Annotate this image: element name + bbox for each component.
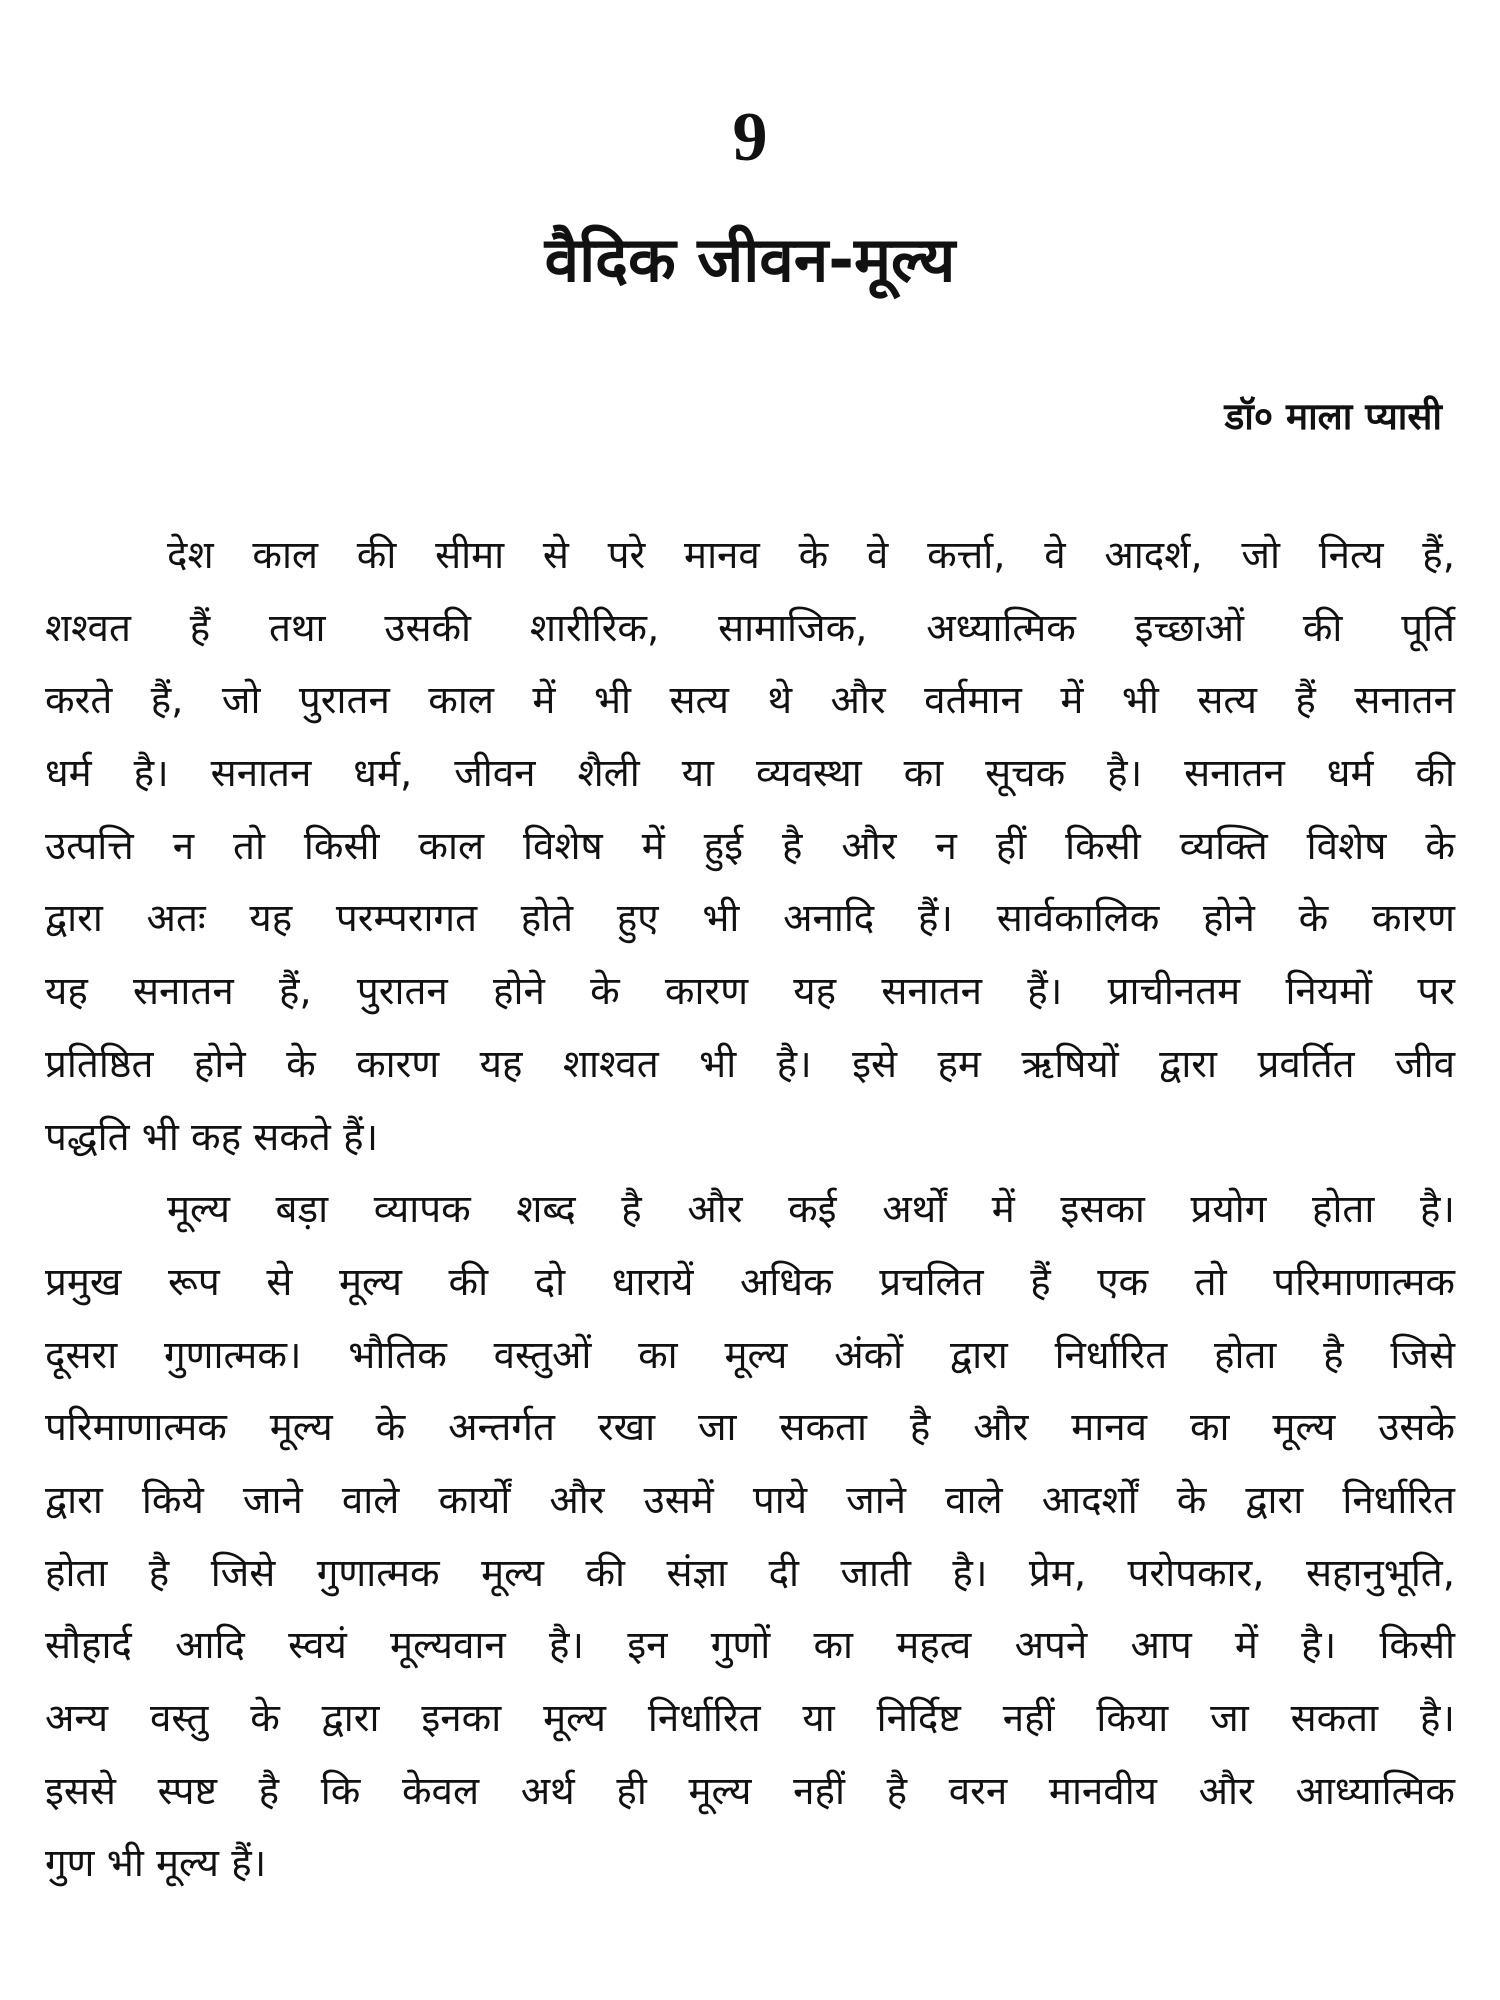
text-line: दूसरा गुणात्मक। भौतिक वस्तुओं का मूल्य अंकों द्वारा निर्धारित होता है जिसे xyxy=(45,1332,1455,1378)
text-line: उत्पत्ति न तो किसी काल विशेष में हुई है और न हीं किसी व्यक्ति विशेष के xyxy=(45,823,1455,869)
text-line: मूल्य बड़ा व्यापक शब्द है और कई अर्थों में इसका प्रयोग होता है। xyxy=(167,1187,1455,1233)
text-line: इससे स्पष्ट है कि केवल अर्थ ही मूल्य नहीं है वरन मानवीय और आध्यात्मिक xyxy=(45,1768,1455,1814)
text-line: होता है जिसे गुणात्मक मूल्य की संज्ञा दी जाती है। प्रेम, परोपकार, सहानुभूति, xyxy=(45,1550,1455,1596)
text-line: शश्वत हैं तथा उसकी शारीरिक, सामाजिक, अध्यात्मिक इच्छाओं की पूर्ति xyxy=(45,605,1455,651)
text-line: द्वारा अतः यह परम्परागत होते हुए भी अनादि हैं। सार्वकालिक होने के कारण xyxy=(45,896,1455,942)
text-line: प्रमुख रूप से मूल्य की दो धारायें अधिक प्रचलित हैं एक तो परिमाणात्मक xyxy=(45,1259,1455,1305)
chapter-number: 9 xyxy=(732,99,768,176)
text-line: गुण भी मूल्य हैं। xyxy=(45,1841,267,1887)
text-line: द्वारा किये जाने वाले कार्यों और उसमें पाये जाने वाले आदर्शों के द्वारा निर्धारित xyxy=(45,1477,1455,1523)
text-line: सौहार्द आदि स्वयं मूल्यवान है। इन गुणों का महत्व अपने आप में है। किसी xyxy=(45,1623,1455,1669)
paragraph-1 xyxy=(45,520,1455,1174)
body-text xyxy=(45,520,1455,1901)
chapter-title: वैदिक जीवन-मूल्य xyxy=(544,223,956,296)
text-line: पद्धति भी कह सकते हैं। xyxy=(45,1114,379,1160)
paragraph-2 xyxy=(45,1174,1455,1901)
text-line: करते हैं, जो पुरातन काल में भी सत्य थे और वर्तमान में भी सत्य हैं सनातन xyxy=(45,678,1455,724)
text-line: अन्य वस्तु के द्वारा इनका मूल्य निर्धारित या निर्दिष्ट नहीं किया जा सकता है। xyxy=(45,1696,1455,1741)
author-name: डॉ० माला प्यासी xyxy=(1224,395,1442,438)
text-line: यह सनातन हैं, पुरातन होने के कारण यह सनातन हैं। प्राचीनतम नियमों पर xyxy=(45,969,1455,1015)
text-line: प्रतिष्ठित होने के कारण यह शाश्वत भी है। इसे हम ऋषियों द्वारा प्रवर्तित जीव xyxy=(45,1041,1455,1087)
text-line: धर्म है। सनातन धर्म, जीवन शैली या व्यवस्था का सूचक है। सनातन धर्म की xyxy=(45,751,1455,797)
text-line: परिमाणात्मक मूल्य के अन्तर्गत रखा जा सकता है और मानव का मूल्य उसके xyxy=(45,1405,1455,1451)
text-line: देश काल की सीमा से परे मानव के वे कर्त्ता, वे आदर्श, जो नित्य हैं, xyxy=(167,533,1455,578)
